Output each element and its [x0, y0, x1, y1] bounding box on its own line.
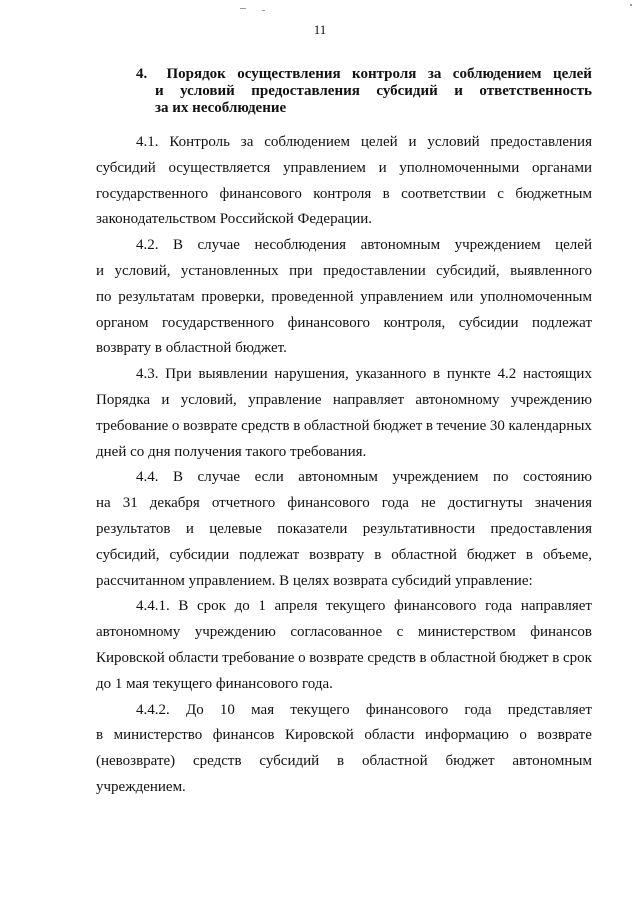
- word: бюджет: [373, 417, 423, 434]
- word: отчетного: [211, 495, 276, 512]
- word: выявленного: [510, 262, 592, 279]
- text-line: [96, 130, 592, 156]
- text-line: [96, 672, 592, 698]
- text-line: [96, 182, 592, 208]
- word: бюджетным: [515, 185, 592, 202]
- word: при: [289, 262, 313, 279]
- word: 31: [122, 495, 138, 512]
- word: финансового: [287, 314, 371, 331]
- word: 4.3.: [136, 366, 159, 383]
- word: условий,: [180, 391, 237, 408]
- word: в: [96, 727, 104, 744]
- word: возврате: [182, 417, 238, 434]
- word: настоящих: [523, 366, 592, 383]
- word: проверки,: [201, 288, 265, 305]
- word: случае: [197, 469, 241, 486]
- word: в: [382, 185, 390, 202]
- word: и: [408, 134, 417, 150]
- heading-text: за их несоблюдение: [155, 100, 287, 116]
- word: средств: [241, 417, 290, 434]
- word: в: [552, 649, 560, 666]
- word: случае: [197, 237, 240, 254]
- word: (невозврате): [96, 753, 176, 770]
- word: 30: [489, 417, 505, 434]
- word: с: [497, 185, 504, 202]
- word: субсидий,: [96, 546, 160, 563]
- heading-word: предоставления: [251, 83, 360, 99]
- word: и: [378, 159, 387, 176]
- page-number: 11: [313, 22, 327, 37]
- word: осуществляется: [168, 159, 271, 176]
- word: В: [178, 598, 189, 615]
- text-line: [96, 517, 592, 543]
- word: области: [364, 727, 415, 744]
- word: результатам: [118, 288, 195, 305]
- text-line: [96, 491, 592, 517]
- text-line: [96, 698, 592, 724]
- paragraph: [96, 362, 592, 465]
- word: проведенной: [271, 288, 354, 305]
- line-text: учреждением.: [96, 778, 186, 795]
- word: согласованное: [290, 624, 383, 641]
- word: или: [449, 288, 474, 305]
- heading-word: субсидий: [376, 83, 438, 99]
- paragraph: [96, 698, 592, 801]
- word: уполномоченными: [399, 159, 520, 176]
- text-line: [96, 569, 592, 595]
- word: достигнуты: [447, 495, 523, 512]
- paragraph: [96, 233, 592, 362]
- word: апреля: [274, 598, 318, 615]
- word: 4.4.2.: [136, 701, 170, 718]
- text-line: [96, 388, 592, 414]
- word: несоблюдения: [254, 237, 347, 254]
- word: областной: [303, 417, 370, 434]
- word: управлением: [360, 288, 444, 305]
- word: автономным: [360, 237, 441, 254]
- word: до: [234, 598, 250, 615]
- word: в: [374, 546, 382, 563]
- heading-word: условий: [180, 83, 235, 99]
- word: управлением: [282, 159, 366, 176]
- heading-word: за: [427, 66, 442, 82]
- word: выявлении: [198, 366, 268, 383]
- word: 1: [258, 598, 266, 615]
- text-line: [96, 775, 592, 801]
- word: объеме,: [542, 546, 592, 563]
- heading-line: [136, 83, 592, 100]
- word: на: [96, 495, 111, 512]
- word: субсидий: [259, 753, 320, 770]
- word: В: [172, 237, 183, 254]
- paragraph: [96, 465, 592, 594]
- word: учреждению: [194, 624, 276, 641]
- word: областной: [430, 649, 496, 666]
- word: органами: [531, 159, 592, 176]
- scan-mark: [240, 8, 246, 9]
- line-text: дней со дня получения такого требования.: [96, 443, 367, 460]
- heading-line: [136, 66, 592, 83]
- word: Кировской: [285, 727, 354, 744]
- word: в: [293, 417, 301, 434]
- text-line: [96, 543, 592, 569]
- text-line: [96, 156, 592, 182]
- word: областной: [391, 546, 457, 563]
- word: в: [419, 649, 427, 666]
- word: органом: [96, 314, 149, 331]
- word: целей: [360, 134, 398, 150]
- word: состоянию: [523, 469, 592, 486]
- word: текущего: [326, 598, 386, 615]
- word: автономному: [96, 624, 181, 641]
- word: уполномоченным: [480, 288, 592, 305]
- word: предоставления: [490, 520, 592, 537]
- word: финансового: [287, 495, 370, 512]
- word: областной: [361, 753, 428, 770]
- word: мая: [251, 701, 275, 718]
- heading-word: контроля: [352, 66, 417, 82]
- word: срок: [562, 649, 592, 666]
- word: автономным: [298, 469, 378, 486]
- word: министерство: [113, 727, 203, 744]
- heading-word: осуществления: [237, 66, 341, 82]
- text-line: [96, 646, 592, 672]
- text-line: [96, 233, 592, 259]
- word: автономным: [512, 753, 592, 770]
- text-line: [96, 336, 592, 362]
- word: значения: [534, 495, 592, 512]
- section-heading: [136, 66, 592, 117]
- heading-word: соблюдением: [452, 66, 542, 82]
- word: по: [492, 469, 509, 486]
- word: субсидий,: [436, 262, 500, 279]
- word: При: [165, 366, 192, 383]
- heading-word: целей: [552, 66, 592, 82]
- word: направляет: [332, 391, 404, 408]
- word: срок: [197, 598, 226, 615]
- word: по: [96, 288, 112, 305]
- word: бюджет: [499, 649, 549, 666]
- word: До: [185, 701, 204, 718]
- word: декабря: [149, 495, 200, 512]
- word: соответствии: [401, 185, 486, 202]
- word: средств: [367, 649, 416, 666]
- word: результативности: [362, 520, 476, 537]
- word: 10: [219, 701, 235, 718]
- word: условий: [427, 134, 480, 150]
- section-number: 4.: [136, 66, 148, 82]
- word: и: [185, 520, 194, 537]
- word: указанного: [355, 366, 427, 383]
- paragraph: [96, 594, 592, 697]
- text-line: [96, 285, 592, 311]
- word: возврате: [309, 649, 364, 666]
- word: предоставлении: [323, 262, 426, 279]
- word: 4.4.1.: [136, 598, 170, 615]
- word: о: [519, 727, 527, 744]
- word: 4.2.: [136, 237, 159, 254]
- word: возврату: [309, 546, 365, 563]
- text-line: [96, 465, 592, 491]
- word: о: [171, 417, 180, 434]
- word: результатов: [96, 520, 171, 537]
- scan-mark: [262, 10, 265, 11]
- word: показатели: [277, 520, 348, 537]
- text-line: [96, 723, 592, 749]
- word: требование: [96, 417, 169, 434]
- heading-word: ответственность: [479, 83, 592, 99]
- word: календарных: [508, 417, 592, 434]
- word: направляет: [520, 598, 592, 615]
- word: бюджет: [445, 753, 495, 770]
- line-text: возврату в областной бюджет.: [96, 340, 287, 357]
- text-line: [96, 311, 592, 337]
- word: представляет: [507, 701, 592, 718]
- word: установленных: [180, 262, 279, 279]
- word: подлежат: [531, 314, 592, 331]
- word: средств: [193, 753, 242, 770]
- word: целей: [555, 237, 592, 254]
- heading-word: и: [454, 83, 463, 99]
- word: пункте: [446, 366, 491, 383]
- word: Контроль: [169, 134, 230, 150]
- word: автономному: [415, 391, 500, 408]
- word: требование: [222, 649, 295, 666]
- text-line: [96, 749, 592, 775]
- text-line: [96, 362, 592, 388]
- document-body: [96, 130, 592, 801]
- word: информацию: [425, 727, 509, 744]
- heading-word: Порядок: [166, 66, 226, 82]
- word: субсидии: [169, 546, 230, 563]
- word: 4.4.: [136, 469, 159, 486]
- word: министерством: [417, 624, 516, 641]
- word: Порядка: [96, 391, 151, 408]
- word: с: [396, 624, 404, 641]
- text-line: [96, 620, 592, 646]
- word: контроля: [313, 185, 372, 202]
- word: финансового: [365, 701, 449, 718]
- word: течение: [436, 417, 487, 434]
- word: в: [425, 417, 433, 434]
- word: субсидий: [96, 159, 156, 176]
- word: года: [464, 701, 492, 718]
- word: финансов: [212, 727, 275, 744]
- word: финансов: [530, 624, 592, 641]
- heading-word: и: [155, 83, 164, 99]
- word: возврате: [537, 727, 592, 744]
- word: финансового: [219, 185, 302, 202]
- word: в: [433, 366, 441, 383]
- word: 4.2: [497, 366, 517, 383]
- word: соблюдением: [264, 134, 351, 150]
- word: государственного: [96, 185, 209, 202]
- text-line: [96, 259, 592, 285]
- word: контроля,: [383, 314, 446, 331]
- paragraph: [96, 130, 592, 233]
- word: субсидии: [458, 314, 519, 331]
- word: за: [240, 134, 254, 150]
- word: предоставления: [490, 134, 592, 150]
- word: подлежат: [239, 546, 300, 563]
- text-line: [96, 207, 592, 233]
- word: учреждению: [510, 391, 592, 408]
- word: текущего: [290, 701, 350, 718]
- text-line: [96, 594, 592, 620]
- word: финансового: [394, 598, 477, 615]
- word: государственного: [162, 314, 275, 331]
- line-text: рассчитанном управлением. В целях возврата субсидий управление:: [96, 572, 533, 589]
- word: Кировской: [96, 649, 165, 666]
- word: и: [96, 262, 105, 279]
- word: области: [168, 649, 219, 666]
- word: управление: [248, 391, 322, 408]
- word: года: [381, 495, 409, 512]
- word: и: [161, 391, 170, 408]
- word: не: [420, 495, 436, 512]
- word: условий,: [114, 262, 171, 279]
- line-text: законодательством Российской Федерации.: [96, 211, 373, 228]
- word: 4.1.: [136, 134, 159, 150]
- word: целевые: [209, 520, 262, 537]
- text-line: [96, 440, 592, 466]
- heading-line: [136, 100, 592, 117]
- word: о: [298, 649, 306, 666]
- word: учреждением: [454, 237, 541, 254]
- scan-mark: [630, 4, 632, 6]
- word: если: [254, 469, 284, 486]
- word: В: [173, 469, 184, 486]
- word: в: [337, 753, 345, 770]
- word: года: [485, 598, 513, 615]
- word: бюджет: [466, 546, 516, 563]
- word: в: [525, 546, 533, 563]
- word: учреждением: [392, 469, 479, 486]
- line-text: до 1 мая текущего финансового года.: [96, 675, 333, 692]
- word: нарушения,: [274, 366, 349, 383]
- text-line: [96, 414, 592, 440]
